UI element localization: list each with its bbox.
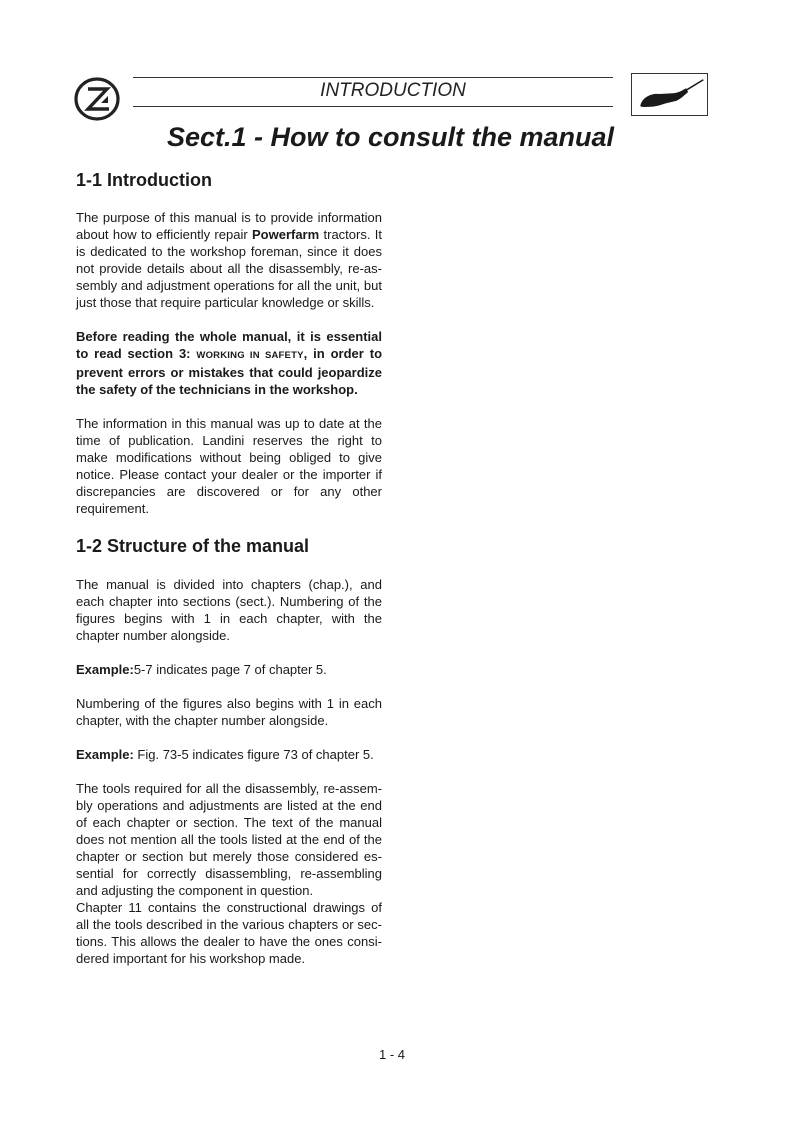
paragraph-safety-warning xyxy=(76,328,382,398)
hand-tool-icon xyxy=(631,73,708,116)
text-column xyxy=(76,168,382,967)
text-span: tractors. It is dedicated to the workshop foreman, since it does not provide details about all the disassembly, re-assembly and adjustment operations for all the unit, but just those that require particular knowledge or skills. xyxy=(76,227,382,310)
paragraph-figure-numbering: Numbering of the figures also begins with 1 in each chapter, with the chapter number alongside. xyxy=(76,696,382,728)
header-rule-bottom xyxy=(133,106,613,107)
header-rule-top xyxy=(133,77,613,78)
example-page-numbering xyxy=(76,661,382,678)
section-heading-structure: 1-2 Structure of the manual xyxy=(76,536,310,556)
text-span: Fig. 73-5 indicates figure 73 of chapter 5. xyxy=(133,747,374,762)
text-span: Before reading the whole manual, it is essential to read section 3: xyxy=(76,329,382,361)
landini-logo xyxy=(74,76,122,122)
example-label: Example: xyxy=(76,662,134,677)
section-reference: WORKING IN SAFETY xyxy=(196,350,304,361)
example-label: Example: xyxy=(76,747,134,762)
product-name: Powerfarm xyxy=(251,227,320,242)
running-title: INTRODUCTION xyxy=(320,80,466,101)
page-title: Sect.1 - How to consult the manual xyxy=(166,122,614,152)
example-figure-numbering xyxy=(76,746,382,763)
paragraph-tools: The tools required for all the disassembly, re-assembly operations and adjustments are listed at the end of each chapter or section. The text of the manual does not mention all the tools listed at the end of the chapter or section but merely those considered essential for correctly disassembling, re-assembling and adjusting the component in question. xyxy=(76,781,382,898)
text-span: 5-7 indicates page 7 of chapter 5. xyxy=(133,662,327,677)
paragraph-purpose xyxy=(76,209,382,311)
page-number: 1 - 4 xyxy=(379,1047,406,1062)
paragraph-publication-info: The information in this manual was up to date at the time of publication. Landini reserves the right to make modifications without being obliged to give notice. Please contact your dealer or the importer if discrepancies are discovered or for any other requirement. xyxy=(76,416,382,516)
paragraph-chapters: The manual is divided into chapters (chap.), and each chapter into sections (sect.). Numbering of the figures begins with 1 in each chapter, with the chapter number alongside. xyxy=(76,577,382,643)
paragraph-chapter-11: Chapter 11 contains the constructional drawings of all the tools described in the various chapters or sections. This allows the dealer to have the ones considered important for his workshop made. xyxy=(76,900,382,966)
text-span: , in order to prevent errors or mistakes that could jeopardize the safety of the technicians in the workshop. xyxy=(76,346,383,397)
text-span: The purpose of this manual is to provide information about how to efficiently repair xyxy=(76,210,382,242)
section-heading-introduction: 1-1 Introduction xyxy=(76,170,212,190)
